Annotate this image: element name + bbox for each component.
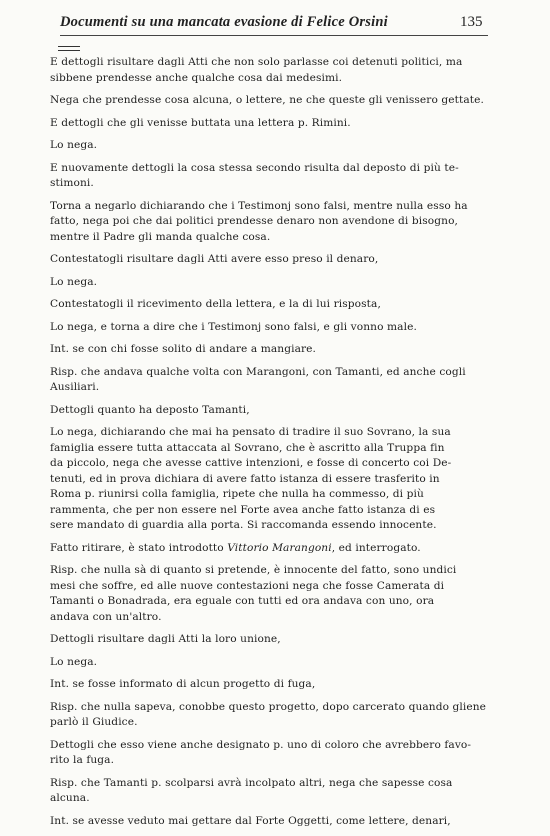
transcript-paragraph [30, 161, 492, 192]
printer-mark [58, 46, 80, 51]
text-line: mesi che soffre, ed alle nuove contestazioni nega che fosse Camerata di [50, 579, 445, 592]
transcript-paragraph [30, 700, 492, 731]
text-line [50, 541, 492, 557]
transcript-paragraph [30, 93, 492, 109]
text-line: Contestatogli il ricevimento della lettera, e la di lui risposta, [50, 298, 381, 310]
transcript-paragraph [30, 563, 492, 625]
text-line: Torna a negarlo dichiarando che i Testimonj sono falsi, mentre nulla esso ha [50, 199, 468, 212]
text-line: stimoni. [50, 177, 94, 189]
text-line: fatto, nega poi che dai politici prendesse denaro non avendone di bisogno, [50, 215, 459, 227]
text-line: parlò il Giudice. [50, 716, 138, 728]
text-line: tenuti, ed in prova dichiara di avere fatto istanza di essere trasferito in [50, 472, 440, 485]
text-line: Lo nega, e torna a dire che i Testimonj sono falsi, e gli vonno male. [50, 320, 417, 333]
text-line: Risp. che nulla sapeva, conobbe questo progetto, dopo carcerato quando gliene [50, 700, 487, 713]
text-line: Dettogli quanto ha deposto Tamanti, [50, 403, 250, 416]
text-line: Dettogli risultare dagli Atti la loro unione, [50, 633, 281, 645]
text-line: Dettogli che esso viene anche designato p. uno di coloro che avrebbero favo- [50, 738, 472, 751]
text-line: sibbene prendesse anche qualche cosa dai medesimi. [50, 71, 343, 84]
transcript-paragraph [30, 776, 492, 807]
text-run: , ed interrogato. [331, 541, 421, 554]
text-line: Risp. che andava qualche volta con Marangoni, con Tamanti, ed anche cogli [50, 365, 466, 378]
transcript-paragraph [30, 655, 492, 671]
text-line: Contestatogli risultare dagli Atti avere esso preso il denaro, [50, 253, 379, 265]
text-line: Lo nega, dichiarando che mai ha pensato di tradire il suo Sovrano, la sua [50, 426, 451, 438]
text-line: andava con un'altro. [50, 610, 162, 623]
text-line: Lo nega. [50, 275, 98, 288]
transcript-paragraph [30, 55, 492, 86]
text-line: Int. se avesse veduto mai gettare dal Forte Oggetti, come lettere, denari, [50, 814, 451, 827]
text-line: Ausiliari. [50, 381, 100, 393]
transcript-paragraph [30, 365, 492, 396]
transcript-paragraph [30, 738, 492, 769]
transcript-paragraph [30, 425, 492, 534]
transcript-paragraph [30, 199, 492, 246]
transcript-paragraph [30, 814, 492, 830]
transcript-paragraph [30, 297, 492, 313]
header-rule [60, 35, 488, 36]
transcript-paragraph [30, 403, 492, 419]
text-line: da piccolo, nega che avesse cattive intenzioni, e fosse di concerto coi De- [50, 457, 452, 469]
transcript-paragraph [30, 138, 492, 154]
text-line: rammenta, che per non essere nel Forte avea anche fatto istanza di es [50, 503, 436, 516]
text-line: Nega che prendesse cosa alcuna, o lettere, ne che queste gli venissero gettate. [50, 94, 484, 106]
text-line: alcuna. [50, 792, 90, 804]
transcript-paragraph [30, 342, 492, 358]
text-line: rito la fuga. [50, 754, 115, 766]
transcript-paragraph [30, 320, 492, 336]
text-line: Int. se con chi fosse solito di andare a mangiare. [50, 343, 317, 355]
running-title: Documenti su una mancata evasione di Felice Orsini [60, 14, 388, 30]
document-body [30, 55, 492, 836]
text-line: Int. se fosse informato di alcun progetto di fuga, [50, 678, 316, 690]
text-line: E dettogli risultare dagli Atti che non solo parlasse coi detenuti politici, ma [50, 56, 463, 68]
text-line: Roma p. riunirsi colla famiglia, ripete che nulla ha commesso, di più [50, 488, 424, 500]
transcript-paragraph [30, 116, 492, 132]
transcript-paragraph [30, 275, 492, 291]
text-line: Lo nega. [50, 139, 98, 151]
text-line: Risp. che nulla sà di quanto si pretende, è innocente del fatto, sono undici [50, 564, 457, 576]
text-line: E dettogli che gli venisse buttata una lettera p. Rimini. [50, 116, 351, 129]
transcript-paragraph [30, 632, 492, 648]
text-line: sere mandato di guardia alla porta. Si raccomanda essendo innocente. [50, 519, 437, 531]
text-line: Lo nega. [50, 655, 98, 668]
transcript-paragraph [30, 252, 492, 268]
text-run: Fatto ritirare, è stato introdotto [50, 541, 228, 554]
transcript-paragraph [30, 677, 492, 693]
person-name: Vittorio Marangoni [227, 541, 332, 554]
text-line: E nuovamente dettogli la cosa stessa secondo risulta dal deposto di più te- [50, 161, 459, 174]
text-line: Risp. che Tamanti p. scolparsi avrà incolpato altri, nega che sapesse cosa [50, 776, 453, 789]
transcript-paragraph [30, 541, 492, 557]
text-line: mentre il Padre gli manda qualche cosa. [50, 230, 271, 243]
text-line: famiglia essere tutta attaccata al Sovrano, che è ascritto alla Truppa fin [50, 441, 445, 454]
page-number: 135 [460, 14, 483, 30]
text-line: Tamanti o Bonadrada, era eguale con tutti ed ora andava con uno, ora [50, 595, 435, 607]
